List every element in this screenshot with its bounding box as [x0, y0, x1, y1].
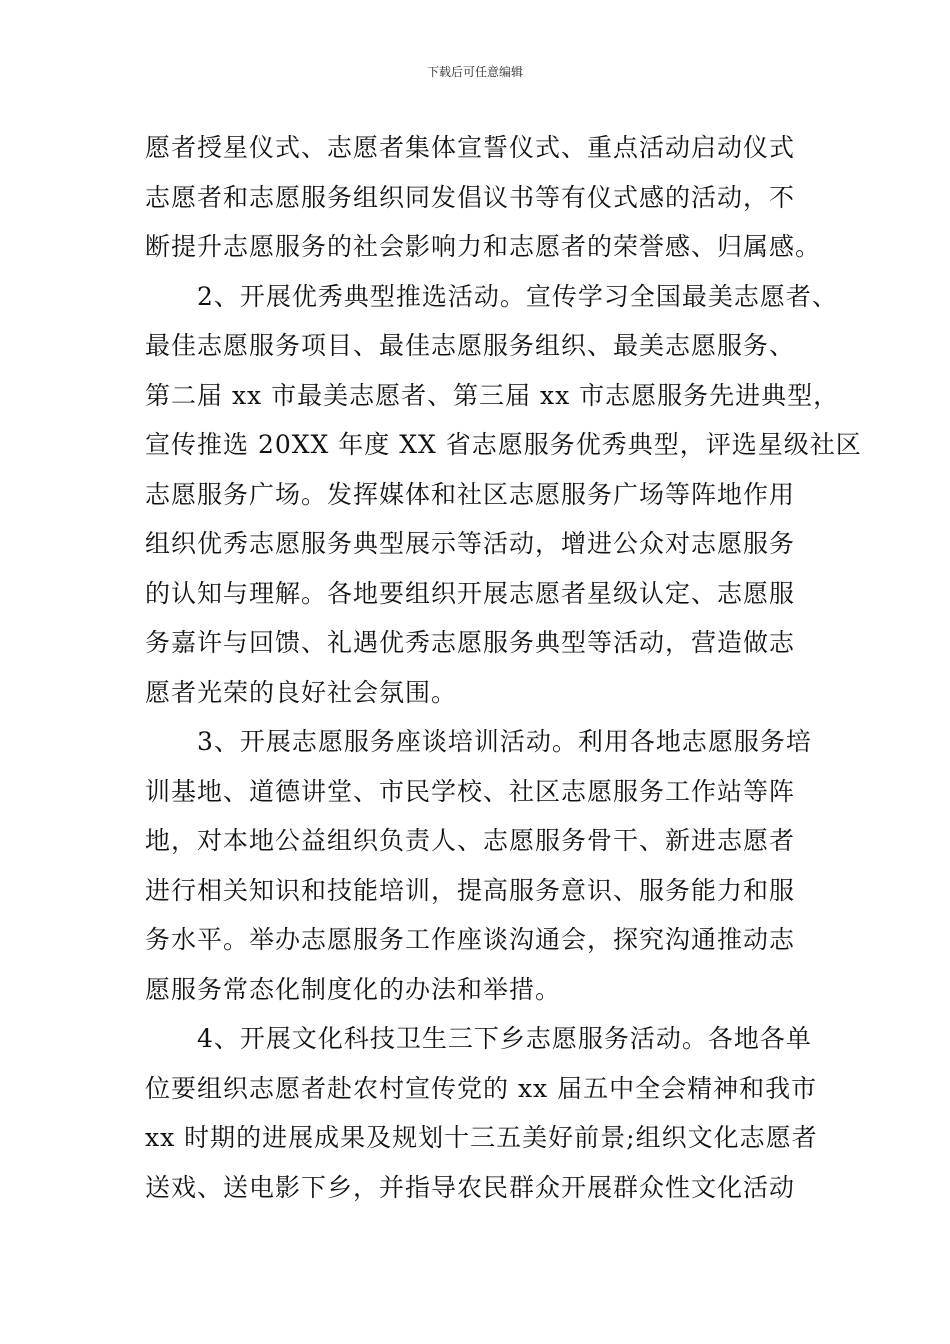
paragraph-first-line: 2、开展优秀典型推选活动。宣传学习全国最美志愿者、	[197, 281, 838, 311]
text-line: 务水平。举办志愿服务工作座谈沟通会，探究沟通推动志	[145, 925, 796, 954]
text-line: 地，对本地公益组织负责人、志愿服务骨干、新进志愿者	[145, 826, 796, 855]
text-line: 愿者授星仪式、志愿者集体宣誓仪式、重点活动启动仪式	[145, 133, 796, 162]
text-line: 最佳志愿服务项目、最佳志愿服务组织、最美志愿服务、	[145, 331, 796, 360]
text-line: 的认知与理解。各地要组织开展志愿者星级认定、志愿服	[145, 578, 796, 608]
document-body	[145, 128, 862, 1217]
paragraph-first-line: 3、开展志愿服务座谈培训活动。利用各地志愿服务培	[197, 727, 812, 756]
paragraph-first-line: 4、开展文化科技卫生三下乡志愿服务活动。各地各单	[197, 1024, 812, 1053]
text-line: 志愿者和志愿服务组织同发倡议书等有仪式感的活动，不	[145, 182, 796, 212]
text-line: 志愿服务广场。发挥媒体和社区志愿服务广场等阵地作用	[145, 479, 796, 509]
text-line: 组织优秀志愿服务典型展示等活动，增进公众对志愿服务	[145, 529, 796, 558]
text-line: 务嘉许与回馈、礼遇优秀志愿服务典型等活动，营造做志	[145, 628, 796, 657]
text-line: 位要组织志愿者赴农村宣传党的 xx 届五中全会精神和我市	[145, 1073, 818, 1103]
text-line: 愿服务常态化制度化的办法和举措。	[145, 974, 562, 1004]
text-line: 进行相关知识和技能培训，提高服务意识、服务能力和服	[145, 875, 796, 905]
text-line: 愿者光荣的良好社会氛围。	[145, 677, 458, 707]
text-line: 第二届 xx 市最美志愿者、第三届 xx 市志愿服务先进典型，	[145, 380, 840, 410]
text-line: 送戏、送电影下乡，并指导农民群众开展群众性文化活动	[145, 1172, 796, 1202]
text-line: 训基地、道德讲堂、市民学校、社区志愿服务工作站等阵	[145, 776, 796, 806]
text-line: xx 时期的进展成果及规划十三五美好前景;组织文化志愿者	[145, 1123, 818, 1152]
text-line: 断提升志愿服务的社会影响力和志愿者的荣誉感、归属感。	[145, 232, 822, 261]
text-line: 宣传推选 20XX 年度 XX 省志愿服务优秀典型，评选星级社区	[145, 430, 862, 459]
page-header: 下载后可任意编辑	[426, 65, 523, 79]
